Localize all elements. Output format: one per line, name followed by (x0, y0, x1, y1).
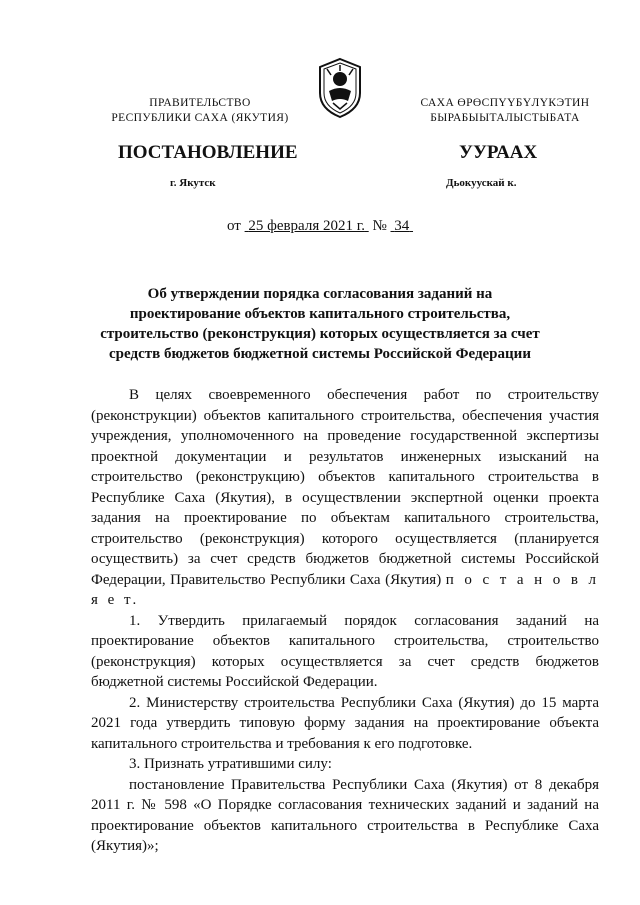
item-3-sub-1: постановление Правительства Республики Саха (Якутия) от 8 декабря 2011 г. № 598 «О Порядке согласования технических заданий и заданий на проектирование объектов капитального строительства в Республике Саха (Якутия)»; (91, 776, 599, 854)
decree-number: 34 (394, 218, 410, 234)
item-2: 2. Министерству строительства Республики Саха (Якутия) до 15 марта 2021 года утвердить типовую форму задания на проектирование объекта капитального строительства и требования к его подготовке. (91, 694, 599, 752)
government-sakha-line-2: БЫРАБЫЫТАЛЫСТЫБАТА (430, 112, 580, 124)
government-line-2: РЕСПУБЛИКИ САХА (ЯКУТИЯ) (111, 112, 289, 124)
decree-date: 25 февраля 2021 г. (248, 218, 365, 234)
doc-type-ru: ПОСТАНОВЛЕНИЕ (118, 142, 298, 163)
government-name-ru (90, 96, 310, 126)
decree-title: Об утверждении порядка согласования заданий на проектирование объектов капитального строительства, строительство (реконструкция) которых осуществляется за счет средств бюджетов бюджетной системы Российской Федерации (100, 286, 540, 362)
item-3: 3. Признать утратившими силу: (129, 756, 332, 772)
date-line (0, 218, 640, 235)
resolves-word: п о с т а н о в л я е т. (91, 571, 599, 608)
city-ru: г. Якутск (170, 177, 216, 189)
government-line-1: ПРАВИТЕЛЬСТВО (149, 97, 251, 109)
doc-type-sakha: УУРААХ (459, 142, 538, 163)
date-prefix: от (226, 218, 241, 234)
coat-of-arms-emblem (315, 57, 365, 119)
number-label: № (372, 218, 387, 234)
government-sakha-line-1: САХА ӨРӨСПҮҮБҮЛҮКЭТИН (420, 97, 590, 109)
intro-paragraph: В целях своевременного обеспечения работ по строительству (реконструкции) объектов капитального строительства, обеспечения участия учреждения, уполномоченного на проведение государственной экспертизы проектной документации и результатов инженерных изысканий на строительство (реконструкцию) объектов капитального строительства в Республике Саха (Якутия), в осуществлении экспертной оценки проекта задания на проектирование по объектам капитального строительства, строительство (реконструкция) которого осуществляется (планируется осуществить) за счет средств бюджетов бюджетной системы Российской Федерации, Правительство Республики Саха (Якутия) п о с т а н о в л я е т. (91, 387, 599, 608)
government-name-sakha (390, 96, 620, 126)
city-sakha: Дьокуускай к. (446, 177, 517, 189)
decree-body (91, 385, 599, 857)
item-1: 1. Утвердить прилагаемый порядок согласования заданий на проектирование объектов капитального строительства, строительство (реконструкция) которых осуществляется за счет средств бюджетов бюджетной системы Российской Федерации. (91, 612, 599, 690)
